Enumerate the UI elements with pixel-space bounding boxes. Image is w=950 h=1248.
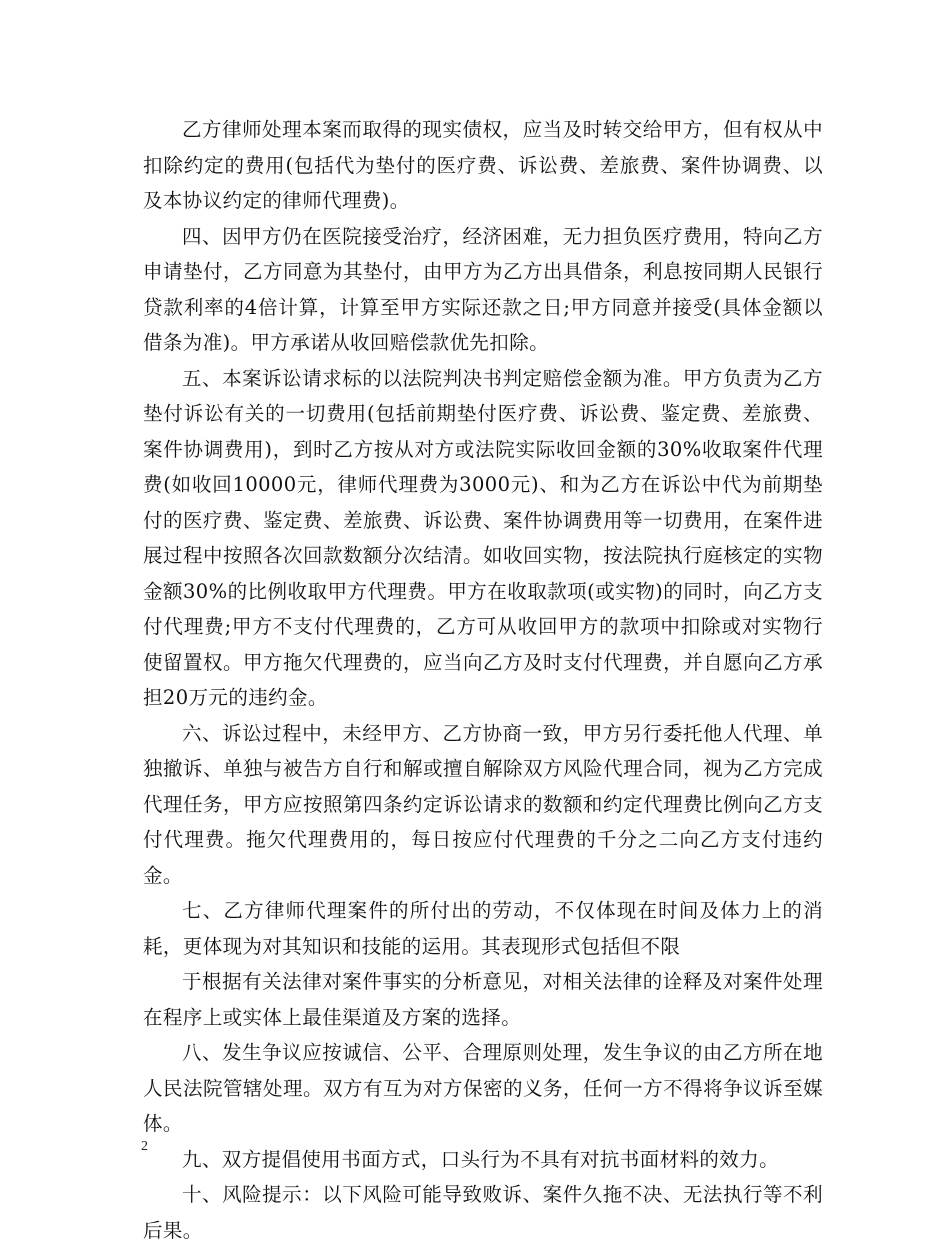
paragraph-clause-7-continued: 于根据有关法律对案件事实的分析意见，对相关法律的诠释及对案件处理在程序上或实体上最佳渠道及方案的选择。 — [143, 970, 823, 1029]
page-number: 2 — [141, 1139, 148, 1154]
paragraph-debt-transfer: 乙方律师处理本案而取得的现实债权，应当及时转交给甲方，但有权从中扣除约定的费用(包括代为垫付的医疗费、诉讼费、差旅费、案件协调费、以及本协议约定的律师代理费)。 — [143, 118, 823, 212]
paragraph-clause-10: 十、风险提示：以下风险可能导致败诉、案件久拖不决、无法执行等不利后果。 — [143, 1183, 823, 1242]
paragraph-clause-6: 六、诉讼过程中，未经甲方、乙方协商一致，甲方另行委托他人代理、单独撤诉、单独与被告方自行和解或擅自解除双方风险代理合同，视为乙方完成代理任务，甲方应按照第四条约定诉讼请求的数额和约定代理费比例向乙方支付代理费。拖欠代理费用的，每日按应付代理费的千分之二向乙方支付违约金。 — [143, 721, 823, 887]
paragraph-clause-7: 七、乙方律师代理案件的所付出的劳动，不仅体现在时间及体力上的消耗，更体现为对其知识和技能的运用。其表现形式包括但不限 — [143, 899, 823, 958]
document-body — [143, 112, 823, 1248]
paragraph-clause-9: 九、双方提倡使用书面方式，口头行为不具有对抗书面材料的效力。 — [182, 1147, 780, 1171]
paragraph-clause-4: 四、因甲方仍在医院接受治疗，经济困难，无力担负医疗费用，特向乙方申请垫付，乙方同意为其垫付，由甲方为乙方出具借条，利息按同期人民银行贷款利率的4倍计算，计算至甲方实际还款之日;甲方同意并接受(具体金额以借条为准)。甲方承诺从收回赔偿款优先扣除。 — [143, 224, 823, 354]
paragraph-clause-8: 八、发生争议应按诚信、公平、合理原则处理，发生争议的由乙方所在地人民法院管辖处理。双方有互为对方保密的义务，任何一方不得将争议诉至媒体。 — [143, 1041, 823, 1135]
paragraph-clause-5: 五、本案诉讼请求标的以法院判决书判定赔偿金额为准。甲方负责为乙方垫付诉讼有关的一切费用(包括前期垫付医疗费、诉讼费、鉴定费、差旅费、案件协调费用)，到时乙方按从对方或法院实际收回金额的30%收取案件代理费(如收回10000元，律师代理费为3000元)、和为乙方在诉讼中代为前期垫付的医疗费、鉴定费、差旅费、诉讼费、案件协调费用等一切费用，在案件进展过程中按照各次回款数额分次结清。如收回实物，按法院执行庭核定的实物金额30%的比例收取甲方代理费。甲方在收取款项(或实物)的同时，向乙方支付代理费;甲方不支付代理费的，乙方可从收回甲方的款项中扣除或对实物行使留置权。甲方拖欠代理费的，应当向乙方及时支付代理费，并自愿向乙方承担20万元的违约金。 — [143, 366, 823, 709]
